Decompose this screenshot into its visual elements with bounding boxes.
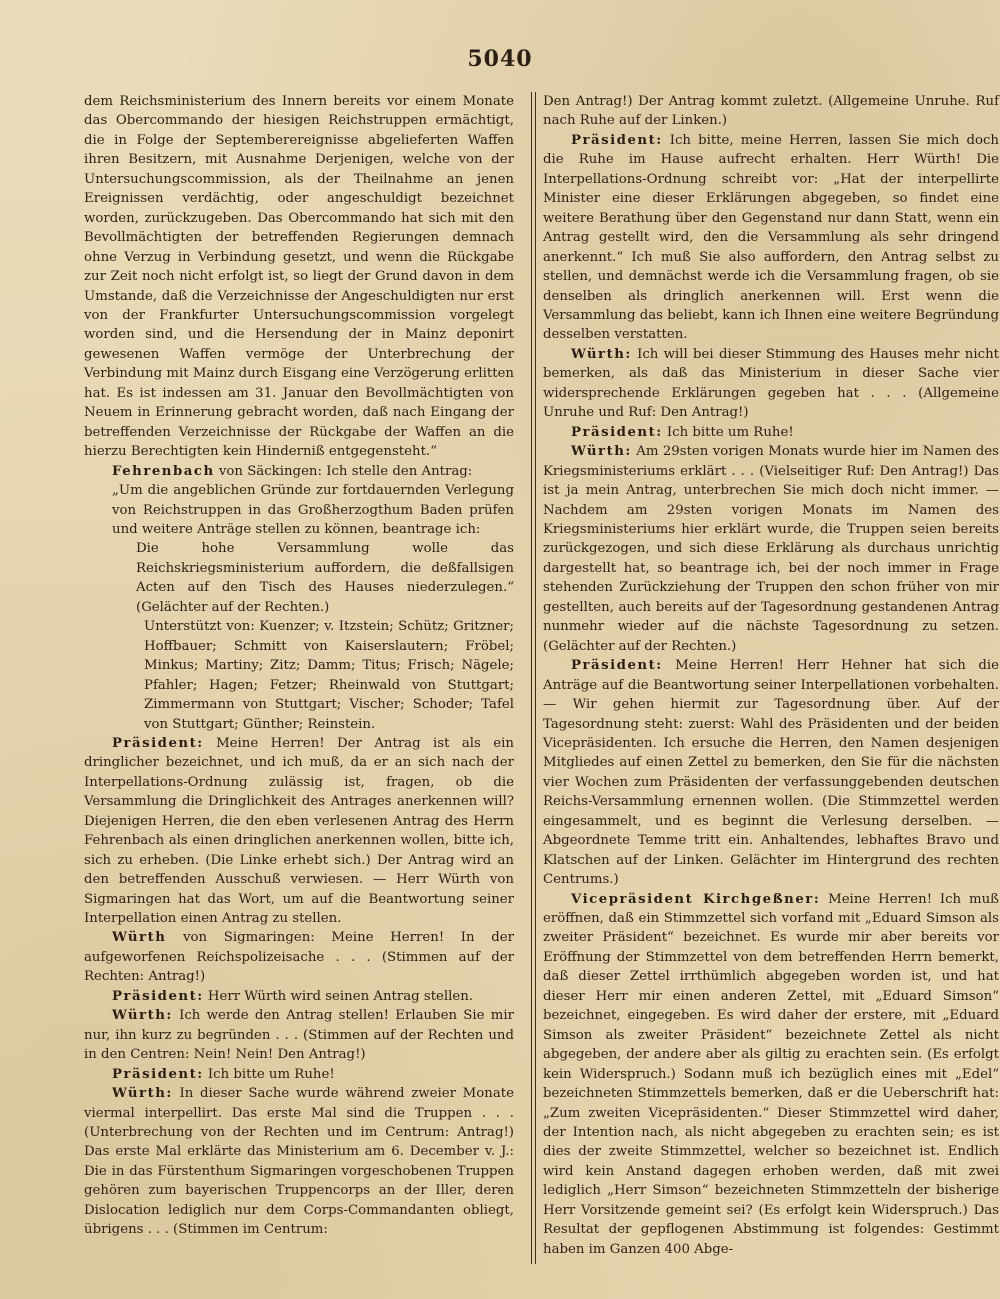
speech-text: In dieser Sache wurde während zweier Monate viermal interpellirt. Das erste Mal sind die Truppen . . . (Unterbrechung von der Rechten und im Centrum: Antrag!) Das erste Mal erklärte das Ministerium am 6. December v. J.: Die in das Fürstenthum Sigmaringen vorgeschobenen Truppen gehören zum bayerischen Truppencorps an der Iller, deren Dislocation lediglich nur dem Corps-Commandanten obliegt, übrigens . . . (Stimmen im Centrum: — [84, 1086, 514, 1238]
speech-text: Meine Herren! Herr Hehner hat sich die Anträge auf die Beantwortung seiner Interpellationen vorbehalten. — Wir gehen hiermit zur Tagesordnung über. Auf der Tagesordnung steht: zuerst: Wahl des Präsidenten und der beiden Vicepräsidenten. Ich ersuche die Herren, den Namen desjenigen Mitgliedes auf einen Zettel zu bemerken, den Sie für die nächsten vier Wochen zum Präsidenten der verfassunggebenden deutschen Reichs-Versammlung ernennen wollen. (Die Stimmzettel werden eingesammelt, und es beginnt die Verlesung derselben. — Abgeordnete Temme tritt ein. Anhaltendes, lebhaftes Bravo und Klatschen auf der Linken. Gelächter im Hintergrund des rechten Centrums.) — [543, 658, 999, 888]
right-column — [543, 92, 999, 1259]
speech-text: von Säckingen: Ich stelle den Antrag: — [218, 463, 473, 479]
speaker-name: Würth: — [112, 1086, 173, 1102]
speech-text: von Sigmaringen: Meine Herren! In der aufgeworfenen Reichspolizeisache . . . (Stimmen auf der Rechten: Antrag!) — [84, 930, 514, 985]
speaker-name: Präsident: — [112, 1066, 204, 1082]
speech-paragraph — [543, 345, 999, 423]
speaker-name: Präsident: — [571, 132, 663, 148]
supporters-list: Unterstützt von: Kuenzer; v. Itzstein; Schütz; Gritzner; Hoffbauer; Schmitt von Kaiserslautern; Fröbel; Minkus; Martiny; Zitz; Damm; Titus; Frisch; Nägele; Pfahler; Hagen; Fetzer; Rheinwald von Stuttgart; Zimmermann von Stuttgart; Vischer; Schoder; Tafel von Stuttgart; Günther; Reinstein. — [144, 619, 514, 732]
speech-paragraph — [543, 423, 999, 442]
speech-text: Ich werde den Antrag stellen! Erlauben Sie mir nur, ihn kurz zu begründen . . . (Stimmen auf der Rechten und in den Centren: Nein! Nein! Den Antrag!) — [84, 1008, 514, 1063]
speaker-name: Fehrenbach — [112, 463, 215, 479]
speaker-name: Präsident: — [571, 658, 663, 674]
speaker-name: Würth: — [112, 1008, 173, 1024]
motion-text: Die hohe Versammlung wolle das Reichskriegsministerium auffordern, die deßfallsigen Acten auf den Tisch des Hauses niederzulegen.“ (Gelächter auf der Rechten.) — [136, 541, 514, 615]
speech-paragraph — [84, 928, 514, 986]
speaker-name: Würth — [112, 930, 167, 946]
speech-text: Ich bitte um Ruhe! — [207, 1066, 335, 1082]
speech-text: Ich will bei dieser Stimmung des Hauses mehr nicht bemerken, als daß das Ministerium in dieser Sache vier widersprechende Erklärungen gegeben hat . . . (Allgemeine Unruhe und Ruf: Den Antrag!) — [543, 346, 999, 421]
speech-text: Ich bitte um Ruhe! — [666, 424, 794, 440]
speech-paragraph — [543, 442, 999, 656]
speech-text: Ich bitte, meine Herren, lassen Sie mich doch die Ruhe im Hause aufrecht erhalten. Herr Würth! Die Interpellations-Ordnung schreibt vor: „Hat der interpellirte Minister eine dieser Erklärungen abgegeben, so findet eine weitere Berathung über den Gegenstand nur dann Statt, wenn ein Antrag gestellt wird, den die Versammlung als sehr dringend anerkennt.“ Ich muß Sie also auffordern, den Antrag selbst zu stellen, und demnächst werde ich die Versammlung fragen, ob sie denselben als dringlich anerkennen will. Erst wenn die Versammlung das beliebt, kann ich Ihnen eine weitere Begründung desselben verstatten. — [543, 132, 999, 343]
motion-quote: „Um die angeblichen Gründe zur fortdauernden Verlegung von Reichstruppen in das Großherzogthum Baden prüfen und weitere Anträge stellen zu können, beantrage ich: — [112, 483, 514, 537]
paragraph: dem Reichsministerium des Innern bereits vor einem Monate das Obercommando der hiesigen Reichstruppen ermächtigt, die in Folge der Septemberereignisse abgelieferten Waffen ihren Besitzern, mit Ausnahme Derjenigen, welche von der Untersuchungscommission, als der Theilnahme an jenen Ereignissen verdächtig, oder angeschuldigt bezeichnet worden, zurückzugeben. Das Obercommando hat sich mit den Bevollmächtigten der betreffenden Regierungen demnach ohne Verzug in Verbindung gesetzt, und wenn die Rückgabe zur Zeit noch nicht erfolgt ist, so liegt der Grund davon in dem Umstande, daß die Verzeichnisse der Angeschuldigten nur erst von der Frankfurter Untersuchungscommission vorgelegt worden sind, und die Hersendung der in Mainz deponirt gewesenen Waffen vermöge der Unterbrechung der Verbindung mit Mainz durch Eisgang eine Verzögerung erlitten hat. Es ist indessen am 31. Januar den Bevollmächtigten von Neuem in Erinnerung gebracht worden, daß nach Eingang der betreffenden Verzeichnisse der Rückgabe der Waffen an die hierzu Berechtigten kein Hinderniß entgegensteht.“ — [84, 94, 514, 460]
speech-paragraph — [84, 1084, 514, 1240]
speech-text: Meine Herren! Ich muß eröffnen, daß ein Stimmzettel sich vorfand mit „Eduard Simson als zweiter Präsident“ bezeichnet. Es wurde mir aber bereits vor Eröffnung der Stimmzettel von dem betreffenden Herrn bemerkt, daß dieser Zettel irrthümlich abgegeben worden ist, und hat dieser Herr mir einen anderen Zettel, mit „Eduard Simson“ bezeichnet, eingegeben. Es wird daher der erstere, mit „Eduard Simson als zweiter Präsident“ bezeichnete Zettel als nicht abgegeben, der andere aber als giltig zu erachten sein. (Es erfolgt kein Widerspruch.) Sodann muß ich bezüglich eines mit „Edel“ bezeichneten Stimmzettels bemerken, daß er die Ueberschrift hat: „Zum zweiten Vicepräsidenten.“ Dieser Stimmzettel wird daher, der Intention nach, als nicht abgegeben zu erachten sein; es ist dies der zweite Stimmzettel, welcher so bezeichnet ist. Endlich wird kein Anstand dagegen erhoben werden, daß mit zwei lediglich „Herr Simson“ bezeichneten Stimmzetteln der bisherige Herr Vorsitzende gemeint sei? (Es erfolgt kein Widerspruch.) Das Resultat der gepflogenen Abstimmung ist folgendes: Gestimmt haben im Ganzen 400 Abge- — [543, 891, 1000, 1257]
speaker-name: Präsident: — [112, 988, 204, 1004]
column-divider — [531, 92, 532, 1264]
speaker-name: Vicepräsident Kirchgeßner: — [571, 891, 821, 907]
left-column — [84, 92, 514, 1240]
speech-paragraph — [84, 1006, 514, 1064]
page-number: 5040 — [467, 46, 533, 72]
speaker-name: Würth: — [571, 346, 632, 362]
speech-paragraph — [84, 734, 514, 929]
speaker-name: Präsident: — [112, 735, 204, 751]
speech-text: Am 29sten vorigen Monats wurde hier im Namen des Kriegsministeriums erklärt . . . (Vielseitiger Ruf: Den Antrag!) Das ist ja mein Antrag, unterbrechen Sie mich doch nicht immer. — Nachdem am 29sten vorigen Monats im Namen des Kriegsministeriums hier erklärt wurde, die Truppen seien bereits zurückgezogen, und sich diese Erklärung als durchaus unrichtig dargestellt hat, so beantrage ich, bei der noch immer in Frage stehenden Zurückziehung der Truppen den schon früher von mir gestellten, auch bereits auf der Tagesordnung gestandenen Antrag nunmehr wieder auf die nächste Tagesordnung zu setzen. (Gelächter auf der Rechten.) — [543, 444, 999, 654]
speech-paragraph — [84, 987, 514, 1006]
speech-paragraph — [84, 462, 514, 481]
speech-paragraph — [543, 131, 999, 345]
speaker-name: Würth: — [571, 444, 632, 460]
speaker-name: Präsident: — [571, 424, 663, 440]
speech-text: Meine Herren! Der Antrag ist als ein dringlicher bezeichnet, und ich muß, da er an sich nach der Interpellations-Ordnung zulässig ist, fragen, ob die Versammlung die Dringlichkeit des Antrages anerkennen will? Diejenigen Herren, die den eben verlesenen Antrag des Herrn Fehrenbach als einen dringlichen anerkennen wollen, bitte ich, sich zu erheben. (Die Linke erhebt sich.) Der Antrag wird an den betreffenden Ausschuß verwiesen. — Herr Würth von Sigmaringen hat das Wort, um auf die Beantwortung seiner Interpellation einen Antrag zu stellen. — [84, 735, 514, 927]
speech-paragraph — [84, 1065, 514, 1084]
speech-text: Herr Würth wird seinen Antrag stellen. — [207, 988, 474, 1004]
speech-paragraph — [543, 890, 999, 1260]
paragraph: Den Antrag!) Der Antrag kommt zuletzt. (Allgemeine Unruhe. Ruf nach Ruhe auf der Linken.) — [543, 94, 999, 129]
speech-paragraph — [543, 656, 999, 889]
column-divider — [535, 92, 536, 1264]
